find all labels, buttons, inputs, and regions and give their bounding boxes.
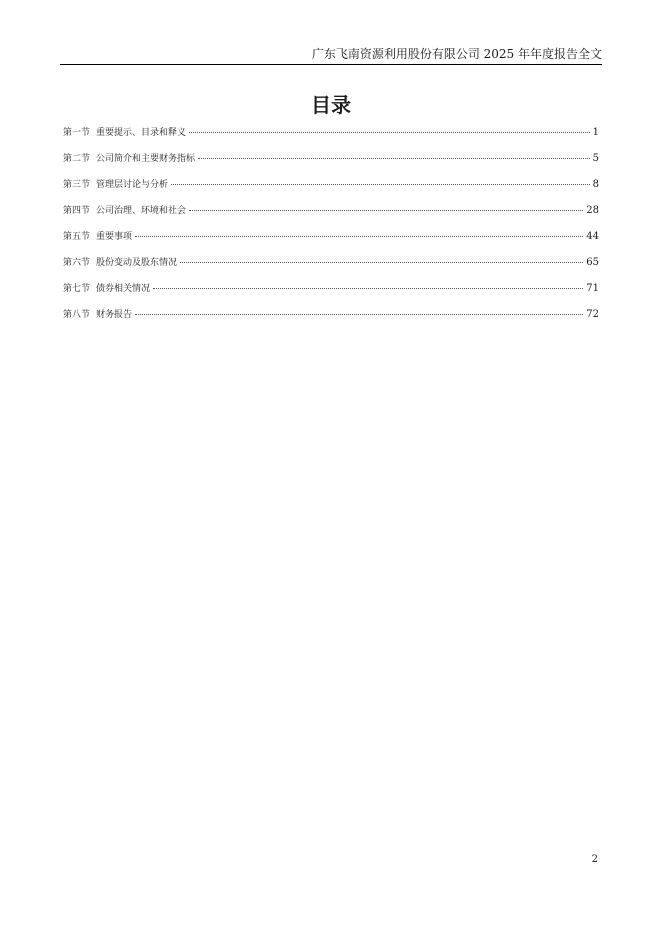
toc-dot-leader: [135, 314, 583, 315]
toc-page-number: 44: [586, 231, 599, 242]
toc-entry-7[interactable]: [63, 283, 599, 309]
page-number: 2: [591, 854, 598, 865]
toc-page-number: 72: [586, 309, 599, 320]
toc-dot-leader: [180, 262, 583, 263]
toc-dot-leader: [153, 288, 583, 289]
toc-dot-leader: [189, 132, 590, 133]
toc-section-title: 财务报告: [96, 310, 133, 320]
toc-entry-5[interactable]: [63, 231, 599, 257]
toc-page-number: 8: [592, 179, 599, 190]
toc-section-title: 债券相关情况: [96, 284, 151, 294]
toc-section-title: 重要提示、目录和释义: [96, 128, 187, 138]
toc-dot-leader: [189, 210, 583, 211]
toc-page-number: 5: [592, 153, 599, 164]
toc-dot-leader: [198, 158, 590, 159]
toc-section-title: 股份变动及股东情况: [96, 258, 178, 268]
toc-section-number: 第三节: [63, 180, 91, 190]
toc-section-title: 公司治理、环境和社会: [96, 206, 187, 216]
table-of-contents: [63, 127, 599, 335]
toc-page-number: 65: [586, 257, 599, 268]
toc-dot-leader: [171, 184, 590, 185]
toc-section-number: 第八节: [63, 310, 91, 320]
toc-page-number: 28: [586, 205, 599, 216]
toc-section-number: 第二节: [63, 154, 91, 164]
page-header: 广东飞南资源利用股份有限公司 2025 年年度报告全文: [311, 47, 602, 61]
toc-entry-1[interactable]: [63, 127, 599, 153]
toc-section-number: 第七节: [63, 284, 91, 294]
toc-section-number: 第四节: [63, 206, 91, 216]
toc-section-number: 第一节: [63, 128, 91, 138]
toc-dot-leader: [135, 236, 583, 237]
toc-entry-3[interactable]: [63, 179, 599, 205]
toc-section-title: 公司简介和主要财务指标: [96, 154, 196, 164]
toc-page-number: 1: [592, 127, 599, 138]
toc-entry-2[interactable]: [63, 153, 599, 179]
toc-entry-8[interactable]: [63, 309, 599, 335]
header-rule: [60, 64, 602, 65]
toc-section-title: 重要事项: [96, 232, 133, 242]
toc-entry-4[interactable]: [63, 205, 599, 231]
page-title: 目录: [311, 93, 351, 117]
toc-entry-6[interactable]: [63, 257, 599, 283]
toc-page-number: 71: [586, 283, 599, 294]
toc-section-number: 第五节: [63, 232, 91, 242]
toc-section-title: 管理层讨论与分析: [96, 180, 169, 190]
toc-section-number: 第六节: [63, 258, 91, 268]
